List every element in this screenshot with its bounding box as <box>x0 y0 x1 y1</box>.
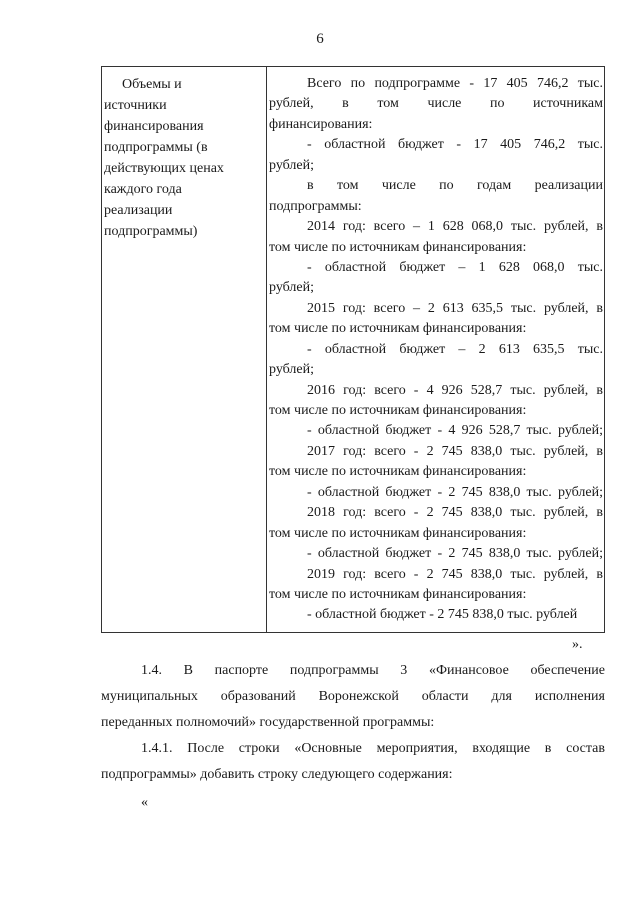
paragraph-1-4 <box>101 658 605 736</box>
value-line: - областной бюджет - 4 926 528,7 тыс. рублей; <box>307 423 603 439</box>
value-line: - областной бюджет - 17 405 746,2 тыс. <box>307 137 603 153</box>
label-line: Объемы и <box>122 77 182 92</box>
table-label-cell <box>102 74 262 242</box>
page-number: 6 <box>316 31 324 47</box>
paragraph-1-4-1 <box>101 736 605 788</box>
value-line: том числе по источникам финансирования: <box>269 525 527 541</box>
value-line: рублей, в том числе по источникам <box>269 96 603 112</box>
value-line: рублей; <box>269 157 314 173</box>
value-line: том числе по источникам финансирования: <box>269 586 527 602</box>
paragraph-line: 1.4. В паспорте подпрограммы 3 «Финансовое обеспечение <box>141 663 605 678</box>
table-value-cell <box>269 74 603 626</box>
value-line: подпрограммы: <box>269 198 362 214</box>
paragraph-line: муниципальных образований Воронежской области для исполнения <box>101 689 605 704</box>
value-line: том числе по источникам финансирования: <box>269 321 527 337</box>
paragraph-line: 1.4.1. После строки «Основные мероприятия, входящие в состав <box>141 741 605 756</box>
opening-quote: « <box>141 795 148 810</box>
value-line: 2017 год: всего - 2 745 838,0 тыс. рублей, в <box>307 443 603 459</box>
value-line: том числе по источникам финансирования: <box>269 464 527 480</box>
label-line: финансирования <box>104 119 204 134</box>
value-line: финансирования: <box>269 116 373 132</box>
label-line: подпрограммы (в <box>104 140 208 155</box>
value-line: Всего по подпрограмме - 17 405 746,2 тыс. <box>307 76 603 91</box>
value-line: 2014 год: всего – 1 628 068,0 тыс. рублей, в <box>307 219 603 235</box>
column-divider <box>266 67 267 632</box>
label-line: каждого года <box>104 182 182 197</box>
value-line: том числе по источникам финансирования: <box>269 239 527 255</box>
paragraph-line: переданных полномочий» государственной программы: <box>101 715 435 730</box>
value-line: 2016 год: всего - 4 926 528,7 тыс. рублей, в <box>307 382 603 398</box>
opening-quote-paragraph <box>101 790 605 816</box>
paragraph-line: подпрограммы» добавить строку следующего содержания: <box>101 767 453 782</box>
value-line: 2019 год: всего - 2 745 838,0 тыс. рублей, в <box>307 566 603 582</box>
value-line: - областной бюджет - 2 745 838,0 тыс. рублей; <box>307 484 603 500</box>
value-line: - областной бюджет – 2 613 635,5 тыс. <box>307 341 603 357</box>
value-line: - областной бюджет – 1 628 068,0 тыс. <box>307 259 603 275</box>
value-line: - областной бюджет - 2 745 838,0 тыс. рублей; <box>307 546 603 562</box>
value-line: 2015 год: всего – 2 613 635,5 тыс. рублей, в <box>307 300 603 316</box>
label-line: подпрограммы) <box>104 224 198 239</box>
value-line: рублей; <box>269 280 314 296</box>
value-line: рублей; <box>269 362 314 378</box>
label-line: реализации <box>104 203 173 218</box>
value-line: том числе по источникам финансирования: <box>269 403 527 418</box>
closing-quote: ». <box>572 637 583 652</box>
value-line: в том числе по годам реализации <box>307 178 603 194</box>
label-line: действующих ценах <box>104 161 224 176</box>
label-line: источники <box>104 98 167 113</box>
funding-table <box>101 66 605 633</box>
value-line: 2018 год: всего - 2 745 838,0 тыс. рублей, в <box>307 505 603 521</box>
value-line: - областной бюджет - 2 745 838,0 тыс. рублей <box>307 607 578 623</box>
